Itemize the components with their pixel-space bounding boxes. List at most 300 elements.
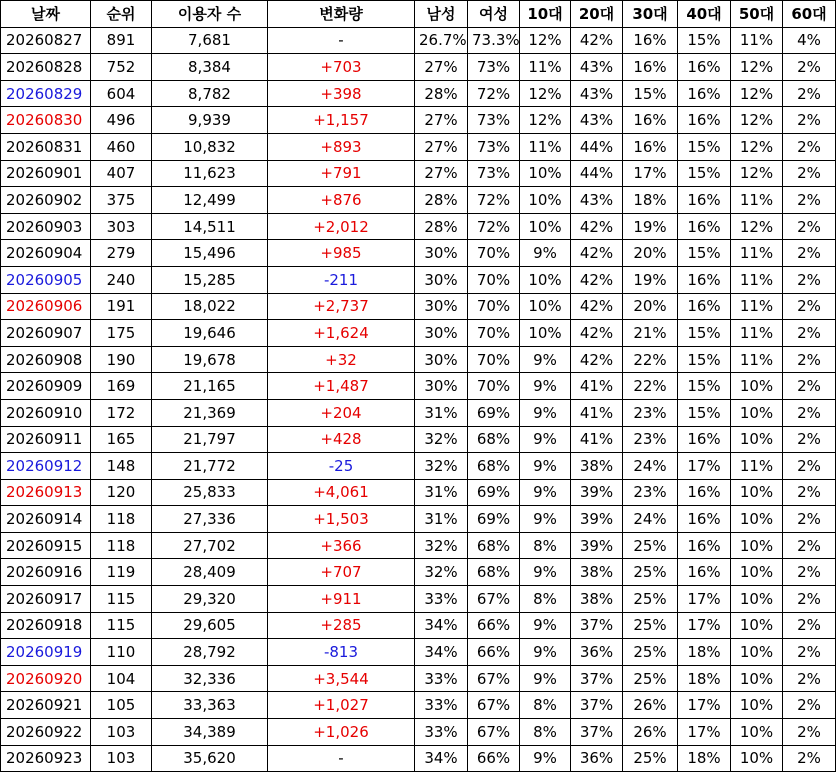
cell-age-10s: 9% (520, 373, 571, 400)
cell-male: 30% (415, 346, 468, 373)
cell-age-10s: 9% (520, 745, 571, 772)
cell-rank: 103 (91, 745, 152, 772)
cell-age-10s: 11% (520, 133, 571, 160)
cell-male: 30% (415, 373, 468, 400)
cell-male: 33% (415, 692, 468, 719)
cell-age-20s: 39% (571, 532, 623, 559)
cell-age-40s: 18% (678, 639, 731, 666)
cell-age-10s: 10% (520, 266, 571, 293)
cell-age-60s: 2% (783, 133, 836, 160)
cell-date: 20260921 (1, 692, 91, 719)
cell-age-10s: 10% (520, 320, 571, 347)
cell-age-10s: 9% (520, 453, 571, 480)
cell-date: 20260911 (1, 426, 91, 453)
cell-date: 20260828 (1, 54, 91, 81)
cell-age-30s: 25% (623, 586, 678, 613)
cell-age-40s: 16% (678, 559, 731, 586)
cell-female: 73% (468, 54, 520, 81)
cell-age-30s: 23% (623, 399, 678, 426)
cell-age-30s: 15% (623, 80, 678, 107)
table-row (1, 160, 836, 187)
cell-date: 20260918 (1, 612, 91, 639)
cell-users: 32,336 (152, 665, 268, 692)
cell-rank: 460 (91, 133, 152, 160)
cell-age-50s: 10% (731, 745, 783, 772)
table-row (1, 54, 836, 81)
cell-age-20s: 42% (571, 346, 623, 373)
cell-age-20s: 43% (571, 187, 623, 214)
cell-age-10s: 11% (520, 54, 571, 81)
cell-age-30s: 26% (623, 719, 678, 746)
cell-users: 27,336 (152, 506, 268, 533)
cell-female: 70% (468, 320, 520, 347)
cell-rank: 604 (91, 80, 152, 107)
cell-rank: 279 (91, 240, 152, 267)
cell-age-40s: 15% (678, 320, 731, 347)
cell-date: 20260830 (1, 107, 91, 134)
cell-female: 70% (468, 240, 520, 267)
cell-age-30s: 26% (623, 692, 678, 719)
cell-change: +428 (268, 426, 415, 453)
cell-age-20s: 41% (571, 399, 623, 426)
cell-age-30s: 19% (623, 266, 678, 293)
cell-female: 67% (468, 665, 520, 692)
cell-age-60s: 2% (783, 479, 836, 506)
cell-users: 10,832 (152, 133, 268, 160)
cell-age-50s: 11% (731, 346, 783, 373)
cell-age-10s: 9% (520, 559, 571, 586)
cell-female: 73.3% (468, 27, 520, 54)
cell-age-10s: 10% (520, 187, 571, 214)
cell-change: +1,503 (268, 506, 415, 533)
cell-rank: 118 (91, 506, 152, 533)
cell-rank: 407 (91, 160, 152, 187)
cell-male: 31% (415, 506, 468, 533)
cell-age-40s: 17% (678, 453, 731, 480)
cell-age-30s: 22% (623, 373, 678, 400)
cell-age-30s: 22% (623, 346, 678, 373)
cell-age-20s: 43% (571, 107, 623, 134)
cell-date: 20260912 (1, 453, 91, 480)
cell-age-50s: 10% (731, 532, 783, 559)
cell-age-60s: 2% (783, 213, 836, 240)
cell-age-50s: 10% (731, 612, 783, 639)
cell-users: 15,285 (152, 266, 268, 293)
cell-rank: 375 (91, 187, 152, 214)
cell-age-10s: 9% (520, 399, 571, 426)
cell-age-60s: 2% (783, 426, 836, 453)
cell-age-20s: 42% (571, 320, 623, 347)
cell-users: 8,384 (152, 54, 268, 81)
cell-users: 9,939 (152, 107, 268, 134)
cell-change: - (268, 745, 415, 772)
cell-change: +1,027 (268, 692, 415, 719)
cell-female: 67% (468, 719, 520, 746)
cell-male: 30% (415, 320, 468, 347)
cell-change: +1,624 (268, 320, 415, 347)
cell-age-20s: 42% (571, 27, 623, 54)
table-row (1, 586, 836, 613)
cell-male: 27% (415, 133, 468, 160)
cell-age-40s: 15% (678, 27, 731, 54)
cell-age-10s: 9% (520, 665, 571, 692)
table-row (1, 453, 836, 480)
cell-age-10s: 9% (520, 426, 571, 453)
cell-male: 34% (415, 612, 468, 639)
table-row (1, 665, 836, 692)
cell-rank: 115 (91, 586, 152, 613)
cell-male: 34% (415, 745, 468, 772)
cell-age-60s: 2% (783, 373, 836, 400)
cell-change: +32 (268, 346, 415, 373)
cell-age-30s: 25% (623, 559, 678, 586)
cell-age-60s: 2% (783, 266, 836, 293)
cell-age-10s: 12% (520, 27, 571, 54)
cell-users: 8,782 (152, 80, 268, 107)
cell-age-30s: 16% (623, 27, 678, 54)
cell-users: 12,499 (152, 187, 268, 214)
cell-age-10s: 8% (520, 532, 571, 559)
cell-age-20s: 42% (571, 240, 623, 267)
cell-male: 28% (415, 187, 468, 214)
cell-male: 27% (415, 160, 468, 187)
cell-age-30s: 23% (623, 426, 678, 453)
cell-age-40s: 15% (678, 399, 731, 426)
cell-rank: 891 (91, 27, 152, 54)
cell-male: 26.7% (415, 27, 468, 54)
cell-age-40s: 17% (678, 612, 731, 639)
cell-female: 68% (468, 426, 520, 453)
cell-date: 20260829 (1, 80, 91, 107)
cell-male: 28% (415, 213, 468, 240)
cell-female: 67% (468, 692, 520, 719)
cell-age-20s: 39% (571, 479, 623, 506)
cell-date: 20260916 (1, 559, 91, 586)
cell-change: +3,544 (268, 665, 415, 692)
cell-female: 73% (468, 133, 520, 160)
table-row (1, 320, 836, 347)
cell-change: +2,737 (268, 293, 415, 320)
cell-age-50s: 12% (731, 133, 783, 160)
cell-age-40s: 16% (678, 213, 731, 240)
cell-users: 14,511 (152, 213, 268, 240)
cell-date: 20260906 (1, 293, 91, 320)
cell-age-20s: 38% (571, 586, 623, 613)
cell-age-10s: 12% (520, 107, 571, 134)
cell-age-30s: 16% (623, 54, 678, 81)
cell-female: 66% (468, 639, 520, 666)
cell-age-50s: 11% (731, 27, 783, 54)
cell-female: 70% (468, 266, 520, 293)
cell-age-50s: 12% (731, 54, 783, 81)
cell-male: 27% (415, 54, 468, 81)
cell-age-30s: 20% (623, 293, 678, 320)
cell-female: 69% (468, 479, 520, 506)
cell-age-60s: 2% (783, 586, 836, 613)
cell-change: +398 (268, 80, 415, 107)
cell-change: +703 (268, 54, 415, 81)
cell-age-50s: 11% (731, 187, 783, 214)
cell-age-50s: 10% (731, 479, 783, 506)
cell-age-40s: 16% (678, 266, 731, 293)
cell-age-60s: 2% (783, 107, 836, 134)
cell-age-60s: 2% (783, 399, 836, 426)
cell-change: +204 (268, 399, 415, 426)
cell-female: 70% (468, 293, 520, 320)
cell-users: 29,320 (152, 586, 268, 613)
cell-change: +285 (268, 612, 415, 639)
header-age-50s: 50대 (731, 1, 783, 28)
cell-rank: 118 (91, 532, 152, 559)
cell-rank: 169 (91, 373, 152, 400)
cell-age-20s: 36% (571, 639, 623, 666)
cell-date: 20260922 (1, 719, 91, 746)
cell-age-40s: 16% (678, 426, 731, 453)
cell-age-10s: 9% (520, 240, 571, 267)
cell-male: 27% (415, 107, 468, 134)
cell-age-50s: 10% (731, 692, 783, 719)
cell-date: 20260913 (1, 479, 91, 506)
table-row (1, 213, 836, 240)
cell-change: - (268, 27, 415, 54)
table-row (1, 27, 836, 54)
cell-age-40s: 15% (678, 133, 731, 160)
cell-age-40s: 15% (678, 373, 731, 400)
cell-age-50s: 11% (731, 453, 783, 480)
cell-date: 20260907 (1, 320, 91, 347)
cell-age-10s: 9% (520, 479, 571, 506)
cell-female: 69% (468, 399, 520, 426)
cell-rank: 115 (91, 612, 152, 639)
cell-age-30s: 25% (623, 745, 678, 772)
header-age-40s: 40대 (678, 1, 731, 28)
cell-rank: 303 (91, 213, 152, 240)
cell-age-60s: 2% (783, 639, 836, 666)
cell-age-40s: 16% (678, 187, 731, 214)
cell-male: 33% (415, 586, 468, 613)
cell-age-20s: 36% (571, 745, 623, 772)
cell-age-30s: 16% (623, 107, 678, 134)
cell-change: +893 (268, 133, 415, 160)
cell-age-50s: 10% (731, 719, 783, 746)
cell-female: 68% (468, 453, 520, 480)
cell-age-30s: 16% (623, 133, 678, 160)
cell-age-60s: 2% (783, 692, 836, 719)
cell-female: 70% (468, 373, 520, 400)
cell-age-50s: 11% (731, 240, 783, 267)
cell-female: 68% (468, 532, 520, 559)
table-row (1, 133, 836, 160)
cell-age-50s: 10% (731, 373, 783, 400)
cell-female: 67% (468, 586, 520, 613)
cell-users: 28,409 (152, 559, 268, 586)
cell-age-60s: 2% (783, 612, 836, 639)
cell-male: 30% (415, 240, 468, 267)
cell-age-30s: 17% (623, 160, 678, 187)
cell-rank: 191 (91, 293, 152, 320)
cell-rank: 104 (91, 665, 152, 692)
cell-change: +911 (268, 586, 415, 613)
cell-age-30s: 23% (623, 479, 678, 506)
cell-female: 68% (468, 559, 520, 586)
cell-male: 34% (415, 639, 468, 666)
cell-age-20s: 39% (571, 506, 623, 533)
cell-age-30s: 25% (623, 665, 678, 692)
cell-age-20s: 42% (571, 266, 623, 293)
cell-male: 32% (415, 532, 468, 559)
cell-age-20s: 42% (571, 213, 623, 240)
table-row (1, 506, 836, 533)
cell-age-40s: 17% (678, 586, 731, 613)
cell-date: 20260905 (1, 266, 91, 293)
cell-age-20s: 41% (571, 373, 623, 400)
cell-age-10s: 9% (520, 639, 571, 666)
header-users: 이용자 수 (152, 1, 268, 28)
cell-rank: 172 (91, 399, 152, 426)
cell-age-60s: 2% (783, 532, 836, 559)
cell-age-40s: 16% (678, 293, 731, 320)
cell-rank: 148 (91, 453, 152, 480)
cell-female: 70% (468, 346, 520, 373)
cell-age-40s: 16% (678, 80, 731, 107)
cell-date: 20260923 (1, 745, 91, 772)
cell-age-20s: 37% (571, 719, 623, 746)
cell-age-40s: 16% (678, 532, 731, 559)
cell-age-20s: 44% (571, 133, 623, 160)
cell-male: 32% (415, 559, 468, 586)
cell-date: 20260831 (1, 133, 91, 160)
cell-age-50s: 12% (731, 80, 783, 107)
cell-change: +985 (268, 240, 415, 267)
cell-change: +366 (268, 532, 415, 559)
cell-date: 20260903 (1, 213, 91, 240)
cell-rank: 110 (91, 639, 152, 666)
cell-male: 30% (415, 266, 468, 293)
cell-age-50s: 10% (731, 586, 783, 613)
cell-rank: 119 (91, 559, 152, 586)
cell-rank: 103 (91, 719, 152, 746)
cell-age-20s: 38% (571, 559, 623, 586)
cell-age-30s: 18% (623, 187, 678, 214)
table-row (1, 80, 836, 107)
cell-date: 20260920 (1, 665, 91, 692)
cell-female: 72% (468, 213, 520, 240)
table-row (1, 612, 836, 639)
cell-age-20s: 41% (571, 426, 623, 453)
header-age-60s: 60대 (783, 1, 836, 28)
cell-male: 28% (415, 80, 468, 107)
cell-users: 19,646 (152, 320, 268, 347)
cell-age-50s: 11% (731, 293, 783, 320)
cell-age-30s: 20% (623, 240, 678, 267)
cell-users: 15,496 (152, 240, 268, 267)
cell-rank: 105 (91, 692, 152, 719)
table-row (1, 745, 836, 772)
cell-date: 20260904 (1, 240, 91, 267)
table-body (1, 27, 836, 772)
cell-date: 20260908 (1, 346, 91, 373)
cell-female: 69% (468, 506, 520, 533)
cell-age-10s: 9% (520, 506, 571, 533)
cell-age-40s: 16% (678, 54, 731, 81)
cell-age-60s: 2% (783, 80, 836, 107)
cell-age-60s: 2% (783, 240, 836, 267)
cell-age-60s: 2% (783, 320, 836, 347)
cell-date: 20260915 (1, 532, 91, 559)
cell-age-30s: 24% (623, 506, 678, 533)
cell-age-40s: 16% (678, 107, 731, 134)
cell-age-50s: 12% (731, 107, 783, 134)
cell-male: 32% (415, 453, 468, 480)
cell-age-60s: 2% (783, 745, 836, 772)
cell-users: 7,681 (152, 27, 268, 54)
cell-users: 28,792 (152, 639, 268, 666)
cell-change: +1,157 (268, 107, 415, 134)
cell-age-40s: 17% (678, 719, 731, 746)
cell-change: +4,061 (268, 479, 415, 506)
cell-male: 32% (415, 426, 468, 453)
cell-age-50s: 10% (731, 639, 783, 666)
cell-date: 20260909 (1, 373, 91, 400)
cell-age-50s: 12% (731, 160, 783, 187)
cell-users: 19,678 (152, 346, 268, 373)
cell-age-30s: 19% (623, 213, 678, 240)
cell-female: 73% (468, 107, 520, 134)
table-row (1, 426, 836, 453)
cell-age-60s: 2% (783, 559, 836, 586)
cell-age-60s: 2% (783, 346, 836, 373)
cell-rank: 240 (91, 266, 152, 293)
cell-male: 33% (415, 719, 468, 746)
cell-age-60s: 2% (783, 293, 836, 320)
table-row (1, 187, 836, 214)
cell-age-30s: 24% (623, 453, 678, 480)
cell-age-20s: 43% (571, 80, 623, 107)
cell-age-40s: 15% (678, 160, 731, 187)
cell-users: 27,702 (152, 532, 268, 559)
cell-female: 66% (468, 612, 520, 639)
cell-change: +791 (268, 160, 415, 187)
cell-age-20s: 42% (571, 293, 623, 320)
cell-date: 20260919 (1, 639, 91, 666)
cell-male: 33% (415, 665, 468, 692)
table-header (1, 1, 836, 28)
cell-users: 21,797 (152, 426, 268, 453)
header-row (1, 1, 836, 28)
cell-users: 34,389 (152, 719, 268, 746)
cell-male: 30% (415, 293, 468, 320)
cell-rank: 120 (91, 479, 152, 506)
cell-change: -813 (268, 639, 415, 666)
cell-users: 21,772 (152, 453, 268, 480)
cell-age-20s: 38% (571, 453, 623, 480)
cell-age-50s: 10% (731, 506, 783, 533)
cell-change: +707 (268, 559, 415, 586)
cell-age-10s: 9% (520, 346, 571, 373)
cell-users: 35,620 (152, 745, 268, 772)
header-age-10s: 10대 (520, 1, 571, 28)
table-row (1, 399, 836, 426)
header-date: 날짜 (1, 1, 91, 28)
cell-users: 29,605 (152, 612, 268, 639)
cell-date: 20260917 (1, 586, 91, 613)
cell-change: +2,012 (268, 213, 415, 240)
cell-date: 20260901 (1, 160, 91, 187)
table-row (1, 692, 836, 719)
cell-change: +1,487 (268, 373, 415, 400)
cell-age-40s: 15% (678, 346, 731, 373)
cell-age-40s: 16% (678, 479, 731, 506)
